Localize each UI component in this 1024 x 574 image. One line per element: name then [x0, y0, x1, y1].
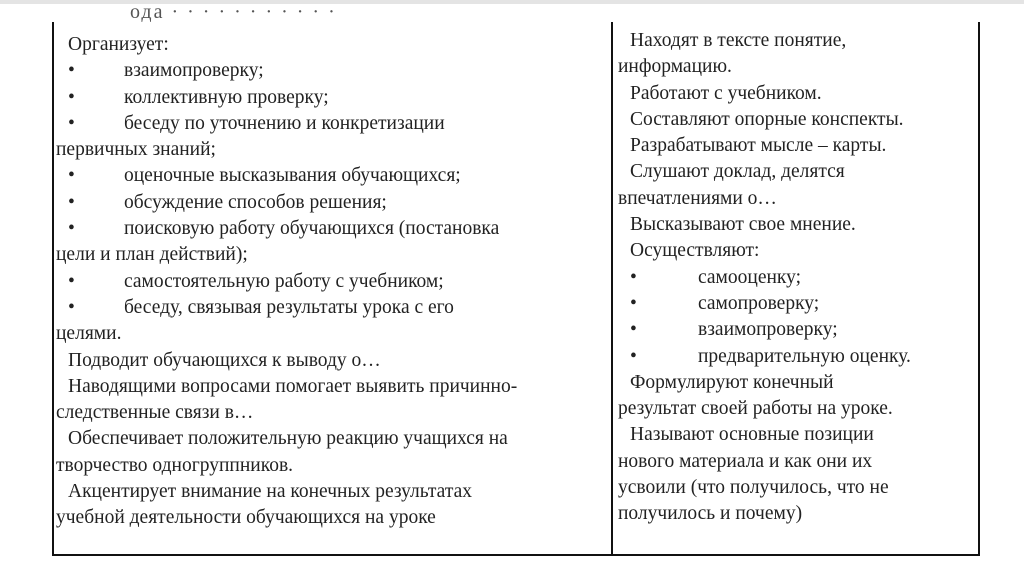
activity-table [52, 22, 980, 556]
list-item: • беседу, связывая результаты урока с его [68, 296, 454, 318]
list-item-continuation: цели и план действий); [56, 244, 248, 266]
list-item-continuation: целями. [56, 323, 122, 345]
organizes-label: Организует: [68, 34, 169, 55]
list-item-continuation: первичных знаний; [56, 139, 216, 161]
table-left-border [52, 22, 54, 556]
table-column-divider [611, 22, 613, 556]
paragraph: Высказывают свое мнение. [630, 214, 856, 236]
list-item: • коллективную проверку; [68, 86, 329, 108]
cut-off-text-fragment: ода · · · · · · · · · · · [130, 1, 337, 23]
list-item: • беседу по уточнению и конкретизации [68, 112, 445, 134]
paragraph-continuation: следственные связи в… [56, 402, 254, 424]
paragraph-continuation: учебной деятельности обучающихся на уроке [56, 507, 436, 529]
paragraph: Подводит обучающихся к выводу о… [68, 349, 381, 371]
paragraph: Разрабатывают мысле – карты. [630, 135, 887, 157]
list-item: • взаимопроверку; [630, 319, 838, 341]
paragraph: Формулируют конечный [630, 371, 834, 393]
paragraph: Акцентирует внимание на конечных результатах [68, 481, 472, 503]
paragraph: Называют основные позиции [630, 424, 874, 446]
paragraph: Наводящими вопросами помогает выявить причинно- [68, 375, 518, 397]
paragraph-continuation: творчество одногруппников. [56, 454, 294, 476]
paragraph: Осуществляют: [630, 240, 760, 262]
list-item: • самопроверку; [630, 292, 820, 314]
list-item: • оценочные высказывания обучающихся; [68, 165, 461, 187]
student-activity-cell [618, 28, 974, 528]
list-item: • обсуждение способов решения; [68, 191, 387, 213]
teacher-activity-cell [56, 32, 611, 532]
paragraph-continuation: усвоили (что получилось, что не [618, 477, 889, 499]
paragraph-continuation: получилось и почему) [618, 503, 803, 525]
paragraph-continuation: результат своей работы на уроке. [618, 398, 893, 420]
list-item: • самостоятельную работу с учебником; [68, 270, 444, 292]
paragraph: Составляют опорные конспекты. [630, 108, 904, 130]
paragraph-continuation: нового материала и как они их [618, 450, 873, 472]
paragraph-continuation: впечатлениями о… [618, 187, 777, 209]
paragraph: Слушают доклад, делятся [630, 161, 845, 183]
paragraph: Работают с учебником. [630, 82, 822, 104]
list-item: • предварительную оценку. [630, 345, 911, 367]
list-item: • самооценку; [630, 266, 802, 288]
table-right-border [978, 22, 980, 556]
table-bottom-border [52, 554, 980, 556]
paragraph: Находят в тексте понятие, [630, 30, 847, 51]
list-item: • взаимопроверку; [68, 60, 264, 82]
list-item: • поисковую работу обучающихся (постановка [68, 218, 500, 240]
paragraph-continuation: информацию. [618, 56, 732, 78]
paragraph: Обеспечивает положительную реакцию учащихся на [68, 428, 508, 450]
